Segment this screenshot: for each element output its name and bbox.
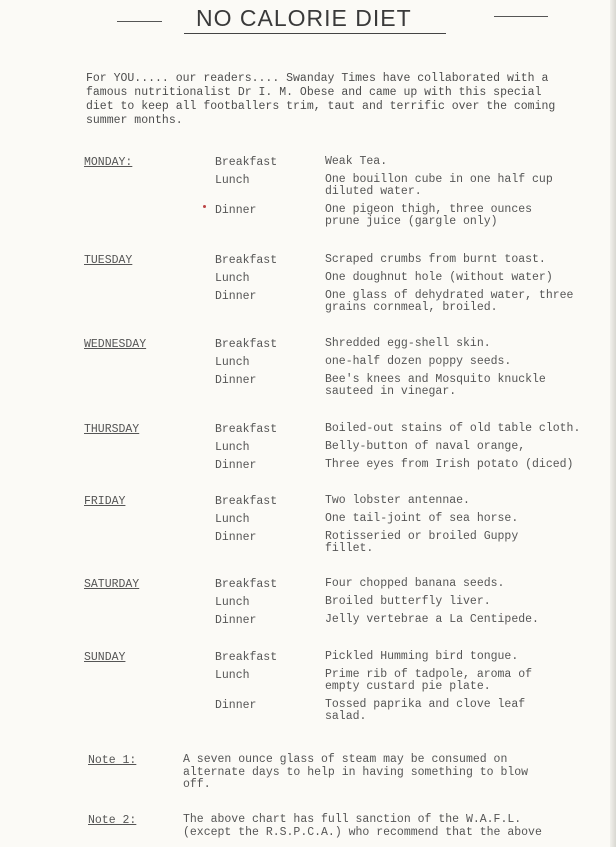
day-label: SUNDAY — [84, 651, 126, 664]
meal-label: Breakfast — [215, 338, 278, 351]
meal-description: Jelly vertebrae a La Centipede. — [325, 613, 539, 626]
day-label: MONDAY: — [84, 156, 133, 169]
note-text: The above chart has full sanction of the W.A.F.L. (except the R.S.P.C.A.) who recommend that the above — [183, 813, 542, 839]
note-label: Note 1: — [88, 754, 137, 767]
meal-description: Two lobster antennae. — [325, 494, 470, 507]
meal-label: Breakfast — [215, 495, 278, 508]
ink-speck — [203, 205, 206, 208]
title-rule-right — [494, 16, 548, 17]
meal-label: Breakfast — [215, 156, 278, 169]
meal-label: Breakfast — [215, 254, 278, 267]
meal-label: Lunch — [215, 513, 250, 526]
meal-label: Dinner — [215, 459, 257, 472]
intro-paragraph: For YOU..... our readers.... Swanday Times have collaborated with a famous nutritionalist Dr I. M. Obese and came up with this special diet to keep all footballers trim, taut and terrific over the coming summer months. — [86, 72, 556, 127]
meal-label: Breakfast — [215, 423, 278, 436]
meal-label: Breakfast — [215, 578, 278, 591]
meal-description: Tossed paprika and clove leaf salad. — [325, 698, 526, 723]
meal-label: Breakfast — [215, 651, 278, 664]
meal-description: Broiled butterfly liver. — [325, 595, 491, 608]
meal-description: One pigeon thigh, three ounces prune juice (gargle only) — [325, 203, 533, 228]
meal-label: Lunch — [215, 272, 250, 285]
meal-description: Pickled Humming bird tongue. — [325, 650, 519, 663]
page-edge-shadow — [610, 0, 616, 847]
day-label: TUESDAY — [84, 254, 133, 267]
meal-description: one-half dozen poppy seeds. — [325, 355, 512, 368]
meal-description: Belly-button of naval orange, — [325, 440, 526, 453]
meal-label: Dinner — [215, 374, 257, 387]
meal-description: One glass of dehydrated water, three grains cornmeal, broiled. — [325, 289, 574, 314]
meal-label: Dinner — [215, 531, 257, 544]
meal-label: Dinner — [215, 699, 257, 712]
meal-description: Prime rib of tadpole, aroma of empty custard pie plate. — [325, 668, 533, 693]
meal-label: Lunch — [215, 356, 250, 369]
meal-description: Scraped crumbs from burnt toast. — [325, 253, 546, 266]
meal-description: Bee's knees and Mosquito knuckle sauteed in vinegar. — [325, 373, 546, 398]
meal-label: Dinner — [215, 204, 257, 217]
meal-label: Dinner — [215, 290, 257, 303]
meal-description: Three eyes from Irish potato (diced) — [325, 458, 574, 471]
meal-description: One bouillon cube in one half cup diluted water. — [325, 173, 553, 198]
meal-label: Dinner — [215, 614, 257, 627]
meal-description: One doughnut hole (without water) — [325, 271, 553, 284]
meal-description: Weak Tea. — [325, 155, 388, 168]
page-title: NO CALORIE DIET — [196, 5, 412, 31]
meal-label: Lunch — [215, 596, 250, 609]
note-text: A seven ounce glass of steam may be consumed on alternate days to help in having something to blow off. — [183, 753, 529, 791]
meal-label: Lunch — [215, 441, 250, 454]
meal-label: Lunch — [215, 174, 250, 187]
meal-description: Shredded egg-shell skin. — [325, 337, 491, 350]
day-label: SATURDAY — [84, 578, 140, 591]
meal-label: Lunch — [215, 669, 250, 682]
note-label: Note 2: — [88, 814, 137, 827]
title-rule-left — [117, 21, 162, 22]
meal-description: One tail-joint of sea horse. — [325, 512, 519, 525]
day-label: WEDNESDAY — [84, 338, 147, 351]
title-underline — [184, 33, 446, 34]
meal-description: Four chopped banana seeds. — [325, 577, 505, 590]
meal-description: Boiled-out stains of old table cloth. — [325, 422, 581, 435]
day-label: FRIDAY — [84, 495, 126, 508]
meal-description: Rotisseried or broiled Guppy fillet. — [325, 530, 519, 555]
day-label: THURSDAY — [84, 423, 140, 436]
